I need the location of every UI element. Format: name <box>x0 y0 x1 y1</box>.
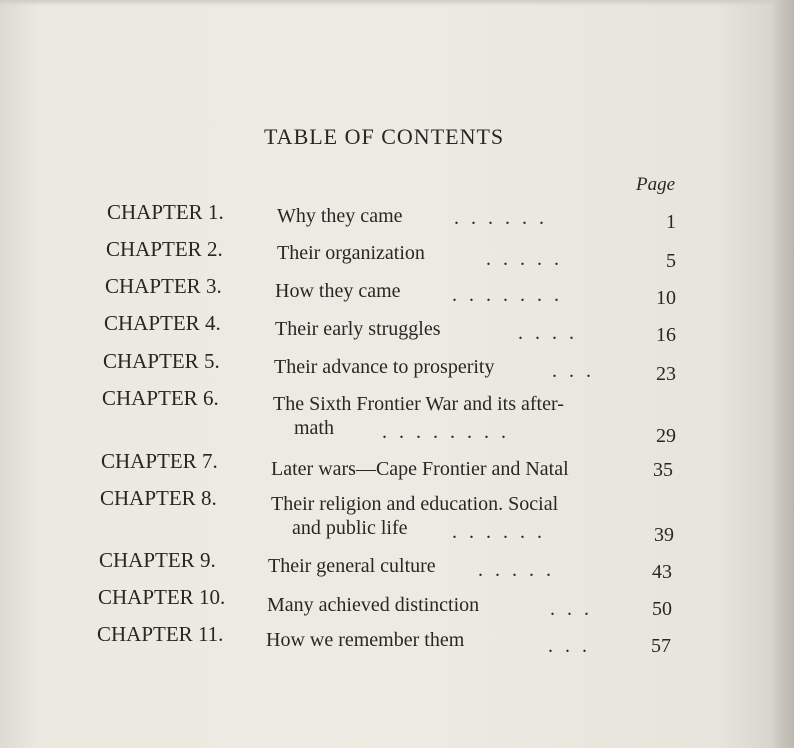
leader-dots: .... <box>518 322 586 344</box>
chapter-label: CHAPTER 8. <box>100 486 217 510</box>
chapter-label: CHAPTER 4. <box>104 311 221 335</box>
chapter-title: How they came <box>275 280 401 302</box>
leader-dots: ..... <box>486 248 571 270</box>
chapter-title: Later wars—Cape Frontier and Natal <box>271 458 569 480</box>
page-number: 1 <box>666 211 676 233</box>
page-number: 43 <box>652 561 672 583</box>
toc-heading: TABLE OF CONTENTS <box>264 124 505 149</box>
chapter-title: Why they came <box>277 205 403 227</box>
leader-dots: ........ <box>382 421 518 443</box>
toc-entry <box>0 486 794 546</box>
toc-entry <box>0 386 794 446</box>
chapter-label: CHAPTER 1. <box>107 200 224 224</box>
chapter-title-continuation: math <box>294 417 334 439</box>
chapter-title: Many achieved distinction <box>267 594 480 616</box>
chapter-title: Their advance to prosperity <box>274 356 495 378</box>
page-number: 23 <box>656 363 676 385</box>
chapter-title: Their organization <box>277 242 425 264</box>
leader-dots: ...... <box>454 207 556 229</box>
leader-dots: ..... <box>478 559 563 581</box>
leader-dots: ... <box>552 360 603 382</box>
chapter-title: How we remember them <box>266 629 465 651</box>
chapter-title: Their religion and education. Social <box>271 493 559 515</box>
toc-entry <box>0 622 794 682</box>
page-number: 39 <box>654 524 674 546</box>
chapter-label: CHAPTER 11. <box>97 622 224 646</box>
page-number: 29 <box>656 425 676 447</box>
leader-dots: ... <box>548 635 599 657</box>
chapter-title: Their general culture <box>268 555 436 577</box>
chapter-title: The Sixth Frontier War and its after- <box>273 393 564 415</box>
page-top-shadow <box>0 0 794 6</box>
page-column-label: Page <box>636 174 676 195</box>
chapter-label: CHAPTER 7. <box>101 449 218 473</box>
chapter-title: Their early struggles <box>275 318 441 340</box>
chapter-title-continuation: and public life <box>292 517 408 539</box>
page-number: 35 <box>653 459 673 481</box>
chapter-label: CHAPTER 10. <box>98 585 226 609</box>
chapter-label: CHAPTER 6. <box>102 386 219 410</box>
leader-dots: ....... <box>452 284 571 306</box>
chapter-label: CHAPTER 9. <box>99 548 216 572</box>
page-number: 57 <box>651 635 671 657</box>
leader-dots: ... <box>550 598 601 620</box>
page-number: 10 <box>656 287 676 309</box>
page-number: 5 <box>666 250 676 272</box>
chapter-label: CHAPTER 5. <box>103 349 220 373</box>
chapter-label: CHAPTER 3. <box>105 274 222 298</box>
chapter-label: CHAPTER 2. <box>106 237 223 261</box>
page-number: 16 <box>656 324 676 346</box>
page-number: 50 <box>652 598 672 620</box>
leader-dots: ...... <box>452 521 554 543</box>
